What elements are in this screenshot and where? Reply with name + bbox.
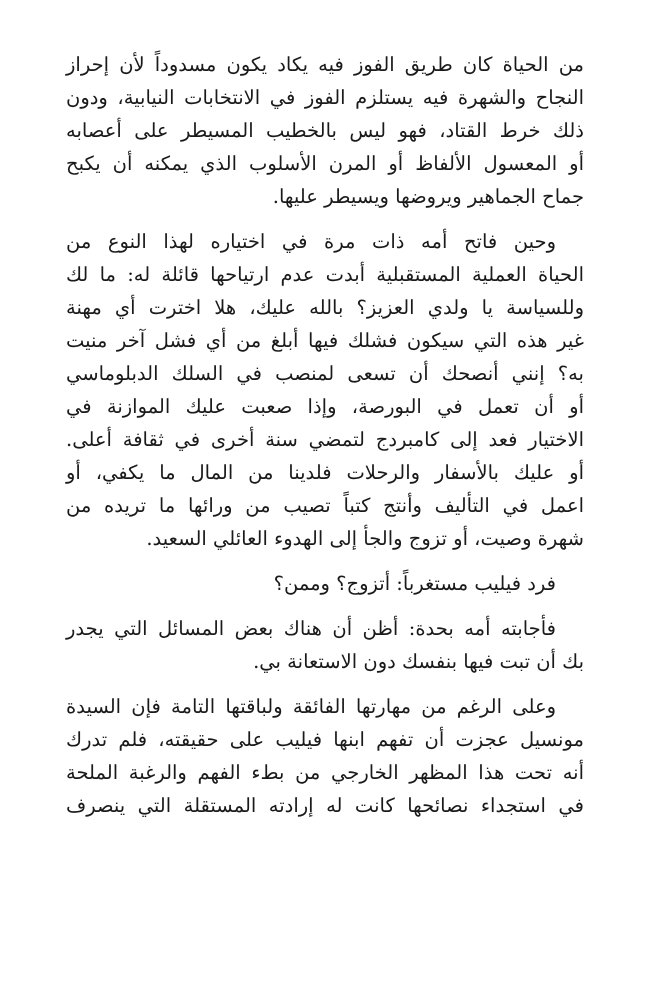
text-line: من الحياة كان طريق الفوز فيه يكاد يكون مسدوداً لأن إحراز <box>66 53 584 76</box>
text-line: ذلك خرط القتاد، فهو ليس بالخطيب المسيطر على أعصابه <box>66 119 584 142</box>
paragraph-4 <box>66 612 584 678</box>
text-line: بك أن تبت فيها بنفسك دون الاستعانة بي. <box>253 650 584 673</box>
text-line: أو أن تعمل في البورصة، وإذا صعبت عليك الموازنة في <box>66 395 584 418</box>
text-line: الحياة العملية المستقبلية أبدت عدم ارتياحها قائلة له: ما لك <box>66 263 584 286</box>
book-page <box>66 48 584 834</box>
text-line: أو عليك بالأسفار والرحلات فلدينا من المال ما يكفي، أو <box>66 461 584 484</box>
paragraph-5 <box>66 690 584 822</box>
text-line: النجاح والشهرة فيه يستلزم الفوز في الانتخابات النيابية، ودون <box>66 86 584 109</box>
text-line: جماح الجماهير ويروضها ويسيطر عليها. <box>272 185 584 208</box>
text-line: أنه تحت هذا المظهر الخارجي من بطء الفهم والرغبة الملحة <box>66 761 584 784</box>
text-line: وللسياسة يا ولدي العزيز؟ بالله عليك، هلا اخترت أي مهنة <box>66 296 584 319</box>
text-line: شهرة وصيت، أو تزوج والجأ إلى الهدوء العائلي السعيد. <box>146 527 584 550</box>
text-line: غير هذه التي سيكون فشلك فيها أبلغ من أي فشل آخر منيت <box>66 329 584 352</box>
text-line: وحين فاتح أمه ذات مرة في اختياره لهذا النوع من <box>66 230 556 253</box>
text-line: في استجداء نصائحها كانت له إرادته المستقلة التي ينصرف <box>66 794 584 817</box>
text-line: وعلى الرغم من مهارتها الفائقة ولباقتها التامة فإن السيدة <box>66 695 556 718</box>
text-line: اعمل في التأليف وأنتج كتباً تصيب من ورائها ما تريده من <box>66 494 584 517</box>
text-line: أو المعسول الألفاظ أو المرن الأسلوب الذي يمكنه أن يكبح <box>66 152 584 175</box>
paragraph-3 <box>66 567 584 600</box>
text-line: مونسيل عجزت أن تفهم ابنها فيليب على حقيقته، فلم تدرك <box>66 728 584 751</box>
text-line: به؟ إنني أنصحك أن تسعى لمنصب في السلك الدبلوماسي <box>66 362 584 385</box>
paragraph-2 <box>66 225 584 555</box>
text-line: فرد فيليب مستغرباً: أتزوج؟ وممن؟ <box>273 572 556 595</box>
text-line: الاختيار فعد إلى كامبردج لتمضي سنة أخرى في ثقافة أعلى. <box>66 428 584 451</box>
paragraph-1 <box>66 48 584 213</box>
text-line: فأجابته أمه بحدة: أظن أن هناك بعض المسائل التي يجدر <box>66 617 556 640</box>
